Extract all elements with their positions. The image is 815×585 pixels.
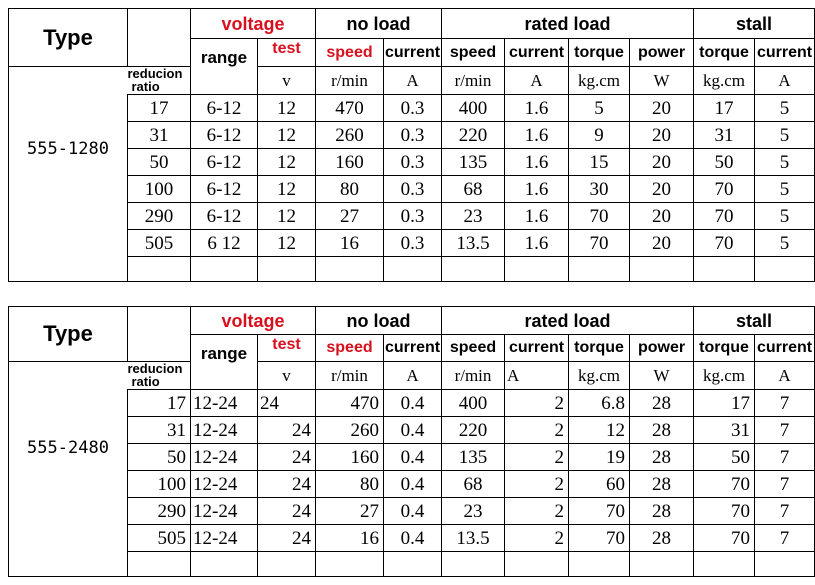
rated-current-cell: 2 (505, 390, 569, 417)
stall-torque-cell: 50 (694, 444, 755, 471)
rated-load-header: rated load (442, 307, 694, 335)
rated-torque-cell: 60 (569, 471, 630, 498)
power-cell: 20 (630, 149, 694, 176)
ratio-cell: 31 (128, 417, 191, 444)
stall-header: stall (694, 307, 815, 335)
unit-a-noload: A (384, 67, 442, 95)
noload-current-cell: 0.4 (384, 444, 442, 471)
noload-current-cell: 0.4 (384, 498, 442, 525)
ratio-cell: 50 (128, 444, 191, 471)
table-row (9, 444, 815, 471)
power-cell: 20 (630, 230, 694, 257)
empty-cell (316, 257, 384, 282)
rated-speed-cell: 13.5 (442, 230, 505, 257)
empty-cell (442, 552, 505, 577)
voltage-header: voltage (191, 9, 316, 39)
test-v-cell: 24 (258, 498, 316, 525)
rated-current-cell: 1.6 (505, 122, 569, 149)
stall-current-cell: 7 (755, 390, 815, 417)
unit-kgcm-stall: kg.cm (694, 67, 755, 95)
ratio-header-line2: ratio (131, 374, 160, 389)
range-cell: 6 12 (191, 230, 258, 257)
rated-speed-cell: 220 (442, 122, 505, 149)
range-cell: 6-12 (191, 149, 258, 176)
speed-header-noload: speed (316, 335, 384, 362)
ratio-header (128, 362, 191, 390)
empty-cell (755, 552, 815, 577)
rated-current-cell: 2 (505, 471, 569, 498)
test-header: test (258, 39, 316, 67)
range-cell: 12-24 (191, 525, 258, 552)
test-header: test (258, 335, 316, 362)
unit-v: v (258, 362, 316, 390)
table-row (9, 471, 815, 498)
corner-blank (128, 9, 191, 39)
test-v-cell: 24 (258, 390, 316, 417)
no-load-header: no load (316, 307, 442, 335)
rated-current-cell: 2 (505, 444, 569, 471)
stall-torque-cell: 50 (694, 149, 755, 176)
unit-a-rated: A (505, 67, 569, 95)
current-header-stall: current (755, 39, 815, 67)
stall-header: stall (694, 9, 815, 39)
corner-blank-2 (128, 335, 191, 362)
power-cell: 28 (630, 525, 694, 552)
rated-speed-cell: 135 (442, 444, 505, 471)
rated-torque-cell: 70 (569, 498, 630, 525)
current-header-rated: current (505, 39, 569, 67)
rated-load-header: rated load (442, 9, 694, 39)
rated-speed-cell: 400 (442, 390, 505, 417)
empty-cell (316, 552, 384, 577)
rated-current-cell: 2 (505, 525, 569, 552)
test-v-cell: 24 (258, 444, 316, 471)
test-v-cell: 24 (258, 417, 316, 444)
empty-cell (384, 257, 442, 282)
test-v-cell: 12 (258, 122, 316, 149)
speed-header-noload: speed (316, 39, 384, 67)
noload-speed-cell: 16 (316, 230, 384, 257)
noload-speed-cell: 80 (316, 471, 384, 498)
stall-torque-cell: 31 (694, 122, 755, 149)
test-v-cell: 24 (258, 525, 316, 552)
noload-current-cell: 0.3 (384, 203, 442, 230)
stall-current-cell: 5 (755, 203, 815, 230)
rated-current-cell: 1.6 (505, 230, 569, 257)
ratio-cell: 17 (128, 95, 191, 122)
noload-speed-cell: 160 (316, 149, 384, 176)
stall-torque-cell: 70 (694, 230, 755, 257)
spec-table-555-1280 (8, 8, 813, 282)
stall-current-cell: 7 (755, 525, 815, 552)
empty-cell (442, 257, 505, 282)
range-header: range (191, 335, 258, 390)
empty-cell (191, 552, 258, 577)
current-header-stall: current (755, 335, 815, 362)
rated-torque-cell: 70 (569, 525, 630, 552)
rated-speed-cell: 68 (442, 176, 505, 203)
unit-w: W (630, 67, 694, 95)
rated-current-cell: 1.6 (505, 149, 569, 176)
unit-a-rated: A (505, 362, 569, 390)
unit-kgcm-rated: kg.cm (569, 67, 630, 95)
unit-v: v (258, 67, 316, 95)
noload-speed-cell: 27 (316, 498, 384, 525)
rated-speed-cell: 23 (442, 498, 505, 525)
noload-current-cell: 0.3 (384, 230, 442, 257)
speed-header-rated: speed (442, 335, 505, 362)
current-header-noload: current (384, 335, 442, 362)
ratio-cell: 17 (128, 390, 191, 417)
noload-current-cell: 0.4 (384, 471, 442, 498)
test-v-cell: 24 (258, 471, 316, 498)
unit-kgcm-rated: kg.cm (569, 362, 630, 390)
empty-cell (569, 257, 630, 282)
rated-speed-cell: 400 (442, 95, 505, 122)
stall-current-cell: 7 (755, 498, 815, 525)
stall-torque-cell: 70 (694, 525, 755, 552)
unit-rmin-noload: r/min (316, 362, 384, 390)
noload-current-cell: 0.3 (384, 95, 442, 122)
stall-current-cell: 5 (755, 149, 815, 176)
ratio-cell: 50 (128, 149, 191, 176)
stall-torque-cell: 31 (694, 417, 755, 444)
empty-cell (694, 552, 755, 577)
rated-speed-cell: 23 (442, 203, 505, 230)
rated-current-cell: 1.6 (505, 95, 569, 122)
noload-current-cell: 0.3 (384, 176, 442, 203)
torque-header-rated: torque (569, 335, 630, 362)
power-cell: 28 (630, 390, 694, 417)
unit-rmin-rated: r/min (442, 67, 505, 95)
empty-cell (384, 552, 442, 577)
torque-header-rated: torque (569, 39, 630, 67)
rated-torque-cell: 19 (569, 444, 630, 471)
ratio-cell: 290 (128, 498, 191, 525)
power-cell: 20 (630, 122, 694, 149)
ratio-header (128, 67, 191, 95)
table-row (9, 390, 815, 417)
range-cell: 12-24 (191, 390, 258, 417)
empty-cell (630, 552, 694, 577)
stall-torque-cell: 70 (694, 471, 755, 498)
spec-table-555-2480 (8, 306, 813, 577)
range-cell: 12-24 (191, 444, 258, 471)
rated-torque-cell: 12 (569, 417, 630, 444)
current-header-noload: current (384, 39, 442, 67)
rated-current-cell: 1.6 (505, 176, 569, 203)
unit-rmin-rated: r/min (442, 362, 505, 390)
stall-current-cell: 7 (755, 444, 815, 471)
unit-kgcm-stall: kg.cm (694, 362, 755, 390)
noload-current-cell: 0.4 (384, 417, 442, 444)
empty-row (9, 552, 815, 577)
noload-speed-cell: 260 (316, 122, 384, 149)
empty-cell (694, 257, 755, 282)
noload-speed-cell: 27 (316, 203, 384, 230)
power-header: power (630, 39, 694, 67)
spec-table (8, 8, 815, 282)
unit-a-noload: A (384, 362, 442, 390)
stall-torque-cell: 70 (694, 498, 755, 525)
test-v-cell: 12 (258, 149, 316, 176)
power-cell: 20 (630, 203, 694, 230)
empty-cell (191, 257, 258, 282)
stall-torque-cell: 17 (694, 95, 755, 122)
noload-speed-cell: 470 (316, 95, 384, 122)
rated-torque-cell: 70 (569, 230, 630, 257)
stall-current-cell: 5 (755, 95, 815, 122)
corner-blank (128, 307, 191, 335)
stall-current-cell: 7 (755, 417, 815, 444)
table-row (9, 95, 815, 122)
rated-current-cell: 1.6 (505, 203, 569, 230)
type-blank (9, 362, 128, 390)
test-v-cell: 12 (258, 203, 316, 230)
rated-torque-cell: 70 (569, 203, 630, 230)
stall-current-cell: 5 (755, 176, 815, 203)
data-rows (9, 95, 815, 282)
empty-cell (505, 257, 569, 282)
power-cell: 20 (630, 176, 694, 203)
empty-cell (258, 552, 316, 577)
rated-speed-cell: 13.5 (442, 525, 505, 552)
model-name: 555-1280 (9, 95, 128, 282)
empty-cell (505, 552, 569, 577)
ratio-cell: 290 (128, 203, 191, 230)
ratio-cell: 100 (128, 176, 191, 203)
ratio-cell: 505 (128, 230, 191, 257)
unit-w: W (630, 362, 694, 390)
noload-current-cell: 0.4 (384, 525, 442, 552)
rated-current-cell: 2 (505, 498, 569, 525)
noload-speed-cell: 470 (316, 390, 384, 417)
table-row (9, 498, 815, 525)
ratio-header-line1: reducion (127, 66, 183, 81)
noload-speed-cell: 260 (316, 417, 384, 444)
unit-a-stall: A (755, 67, 815, 95)
voltage-header: voltage (191, 307, 316, 335)
table-row (9, 149, 815, 176)
torque-header-stall: torque (694, 335, 755, 362)
stall-current-cell: 7 (755, 471, 815, 498)
empty-cell (755, 257, 815, 282)
type-blank (9, 67, 128, 95)
empty-cell (258, 257, 316, 282)
rated-torque-cell: 9 (569, 122, 630, 149)
rated-speed-cell: 220 (442, 417, 505, 444)
ratio-cell: 31 (128, 122, 191, 149)
power-cell: 28 (630, 471, 694, 498)
corner-blank-2 (128, 39, 191, 67)
rated-current-cell: 2 (505, 417, 569, 444)
range-cell: 6-12 (191, 176, 258, 203)
noload-speed-cell: 160 (316, 444, 384, 471)
ratio-header-line2: ratio (131, 79, 160, 94)
current-header-rated: current (505, 335, 569, 362)
table-row (9, 525, 815, 552)
table-row (9, 122, 815, 149)
empty-cell (630, 257, 694, 282)
test-v-cell: 12 (258, 176, 316, 203)
power-header: power (630, 335, 694, 362)
rated-speed-cell: 135 (442, 149, 505, 176)
data-rows (9, 390, 815, 577)
stall-current-cell: 5 (755, 122, 815, 149)
empty-cell (128, 257, 191, 282)
stall-torque-cell: 70 (694, 203, 755, 230)
power-cell: 28 (630, 417, 694, 444)
range-cell: 12-24 (191, 471, 258, 498)
range-header: range (191, 39, 258, 95)
rated-torque-cell: 6.8 (569, 390, 630, 417)
table-row (9, 230, 815, 257)
noload-current-cell: 0.3 (384, 122, 442, 149)
stall-current-cell: 5 (755, 230, 815, 257)
test-v-cell: 12 (258, 95, 316, 122)
ratio-cell: 505 (128, 525, 191, 552)
power-cell: 28 (630, 444, 694, 471)
type-header: Type (9, 9, 128, 67)
noload-current-cell: 0.3 (384, 149, 442, 176)
power-cell: 20 (630, 95, 694, 122)
torque-header-stall: torque (694, 39, 755, 67)
ratio-cell: 100 (128, 471, 191, 498)
ratio-header-line1: reducion (127, 361, 183, 376)
range-cell: 6-12 (191, 203, 258, 230)
unit-a-stall: A (755, 362, 815, 390)
range-cell: 12-24 (191, 498, 258, 525)
noload-current-cell: 0.4 (384, 390, 442, 417)
stall-torque-cell: 17 (694, 390, 755, 417)
rated-torque-cell: 30 (569, 176, 630, 203)
noload-speed-cell: 80 (316, 176, 384, 203)
empty-cell (569, 552, 630, 577)
range-cell: 6-12 (191, 122, 258, 149)
table-row (9, 176, 815, 203)
type-header: Type (9, 307, 128, 362)
power-cell: 28 (630, 498, 694, 525)
no-load-header: no load (316, 9, 442, 39)
empty-row (9, 257, 815, 282)
stall-torque-cell: 70 (694, 176, 755, 203)
range-cell: 6-12 (191, 95, 258, 122)
rated-speed-cell: 68 (442, 471, 505, 498)
noload-speed-cell: 16 (316, 525, 384, 552)
test-v-cell: 12 (258, 230, 316, 257)
model-name: 555-2480 (9, 390, 128, 577)
spec-table (8, 306, 815, 577)
rated-torque-cell: 5 (569, 95, 630, 122)
rated-torque-cell: 15 (569, 149, 630, 176)
empty-cell (128, 552, 191, 577)
table-row (9, 203, 815, 230)
unit-rmin-noload: r/min (316, 67, 384, 95)
table-row (9, 417, 815, 444)
speed-header-rated: speed (442, 39, 505, 67)
range-cell: 12-24 (191, 417, 258, 444)
